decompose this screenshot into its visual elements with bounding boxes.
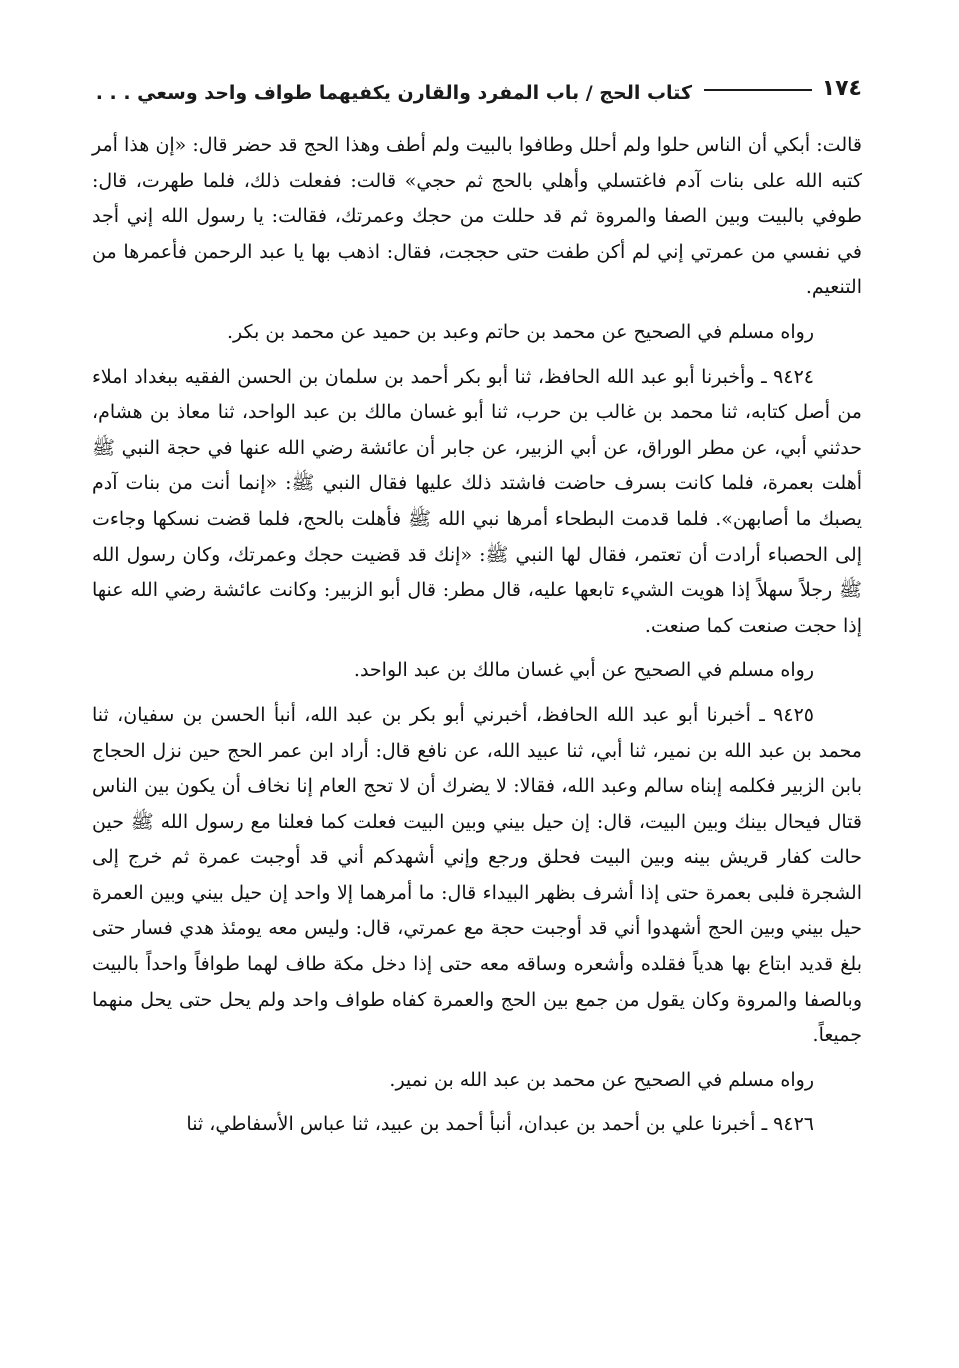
hadith-9425: ٩٤٢٥ ـ أخبرنا أبو عبد الله الحافظ، أخبرني أبو بكر بن عبد الله، أنبأ الحسن بن سفيان، ثنا محمد بن عبد الله بن نمير، ثنا أبي، ثنا عبيد الله، عن نافع قال: أراد ابن عمر الحج حين نزل الحجاج بابن الزبير فكلمه إبناه سالم وعبد الله، فقالا: لا يضرك أن لا تحج العام إنا نخاف أن يكون بين الناس قتال فيحال بينك وبين البيت، قال: إن حيل بيني وبين البيت فعلت كما فعلنا مع رسول الله ﷺ حين حالت كفار قريش بينه وبين البيت فحلق ورجع وإني أشهدكم أني قد أوجبت عمرة ثم خرج إلى الشجرة فلبى بعمرة حتى إذا أشرف بظهر البيداء قال: ما أمرهما إلا واحد إن حيل بيني وبين العمرة حيل بيني وبين الحج أشهدوا أني قد أوجبت حجة مع عمرتي، قال: وليس معه يومئذ هدي فسار حتى بلغ قديد ابتاع بها هدياً فقلده وأشعره وساقه معه حتى إذا دخل مكة طاف لهما طوافاً واحداً بالبيت وبالصفا والمروة وكان يقول من جمع بين الحج والعمرة كفاه طواف واحد ولم يحل حتى يحل منهما جميعاً. [92,703,862,1047]
header-rule [704,89,812,91]
page-header [92,74,862,118]
citation-paragraph: رواه مسلم في الصحيح عن محمد بن عبد الله بن نمير. [389,1068,814,1091]
running-title: كتاب الحج / باب المفرد والقارن يكفيهما طواف واحد وسعي . . . [95,82,692,104]
paragraph-continuation: قالت: أبكي أن الناس حلوا ولم أحلل وطافوا بالبيت ولم أطف وهذا الحج قد حضر قال: «إن هذا أمر كتبه الله على بنات آدم فاغتسلي وأهلي بالحج ثم حجي» قالت: ففعلت ذلك، فلما طهرت، قال: طوفي بالبيت وبين الصفا والمروة ثم قد حللت من حجك وعمرتك، فقالت: يا رسول الله إني أجد في نفسي من عمرتي إني لم أكن طفت حتى حججت، فقال: اذهب بها يا عبد الرحمن فأعمرها من التنعيم. [92,134,862,299]
hadith-9424: ٩٤٢٤ ـ وأخبرنا أبو عبد الله الحافظ، ثنا أبو بكر أحمد بن سلمان بن الحسن الفقيه ببغداد املاء من أصل كتابه، ثنا محمد بن غالب بن حرب، ثنا أبو غسان مالك بن عبد الواحد، ثنا معاذ بن هشام، حدثني أبي، عن مطر الوراق، عن أبي الزبير، عن جابر أن عائشة رضي الله عنها في حجة النبي ﷺ أهلت بعمرة، فلما كانت بسرف حاضت فاشتد ذلك عليها فقال النبي ﷺ: «إنما أنت من بنات آدم يصبك ما أصابهن». فلما قدمت البطحاء أمرها نبي الله ﷺ فأهلت بالحج، فلما قضت نسكها وجاءت إلى الحصباء أرادت أن تعتمر، فقال لها النبي ﷺ: «إنك قد قضيت حجك وعمرتك، وكان رسول الله ﷺ رجلاً سهلاً إذا هويت الشيء تابعها عليه، قال مطر: قال أبو الزبير: وكانت عائشة رضي الله عنها إذا حجت صنعت كما صنعت. [92,365,862,637]
page-number: ١٧٤ [821,76,862,101]
hadith-9426: ٩٤٢٦ ـ أخبرنا علي بن أحمد بن عبدان، أنبأ أحمد بن عبيد، ثنا عباس الأسفاطي، ثنا [186,1113,814,1136]
citation-paragraph: رواه مسلم في الصحيح عن محمد بن حاتم وعبد بن حميد عن محمد بن بكر. [226,320,814,343]
body-text [92,128,862,1143]
citation-paragraph: رواه مسلم في الصحيح عن أبي غسان مالك بن عبد الواحد. [353,659,814,682]
